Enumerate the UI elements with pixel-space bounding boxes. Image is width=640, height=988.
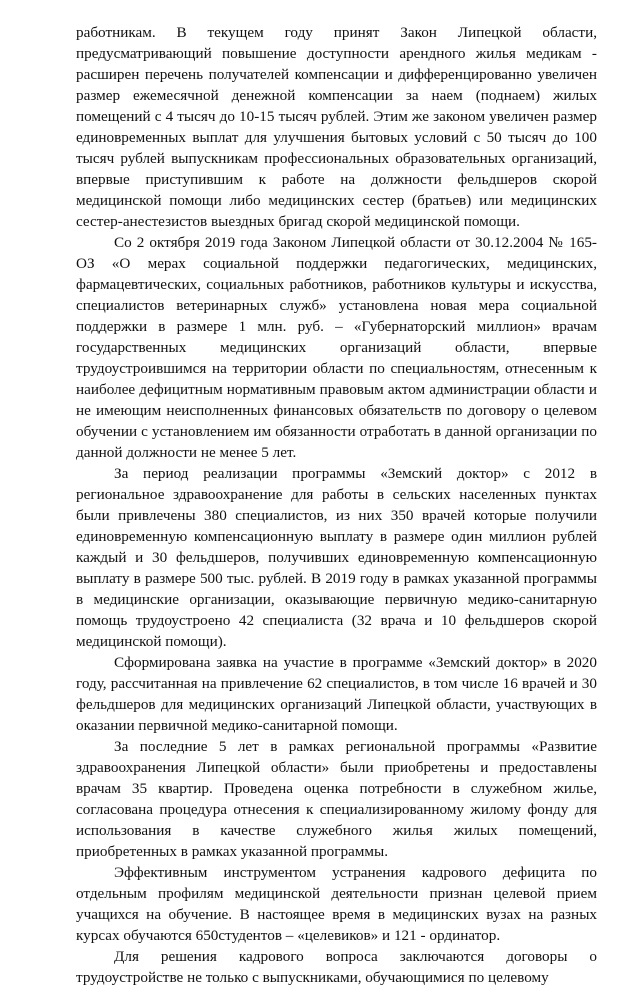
document-page — [76, 22, 597, 988]
paragraph-targeted-admission: Эффективным инструментом устранения кадрового дефицита по отдельным профилям медицинской деятельности признан целевой прием учащихся на обучение. В настоящее время в медицинских вузах на разных курсах обучаются 650студентов – «целевиков» и 121 - ординатор. — [76, 864, 597, 944]
paragraph-zemsky-doctor-results: За период реализации программы «Земский доктор» с 2012 в региональное здравоохранение для работы в сельских населенных пунктах были привлечены 380 специалистов, из них 350 врачей которые получили единовременную компенсационную выплату в размере один миллион рублей каждый и 30 фельдшеров, получивших единовременную компенсационную выплату в размере 500 тыс. рублей. В 2019 году в рамках указанной программы в медицинские организации, оказывающие первичную медико-санитарную помощь трудоустроено 42 специалиста (32 врача и 10 фельдшеров скорой медицинской помощи). — [76, 465, 597, 650]
paragraph-governor-million: Со 2 октября 2019 года Законом Липецкой области от 30.12.2004 № 165-ОЗ «О мерах социальной поддержки педагогических, медицинских, фармацевтических, социальных работников, работников культуры и искусства, специалистов ветеринарных служб» установлена новая мера социальной поддержки в размере 1 млн. руб. – «Губернаторский миллион» врачам государственных медицинских организаций области, впервые трудоустроившимся на территории области по специальностям, отнесенным к наиболее дефицитным нормативным правовым актом администрации области и не имеющим неисполненных финансовых обязательств по договору о целевом обучении с установлением им обязанности отработать в данной организации по данной должности не менее 5 лет. — [76, 234, 597, 461]
paragraph-zemsky-doctor-2020: Сформирована заявка на участие в программе «Земский доктор» в 2020 году, рассчитанная на привлечение 62 специалистов, в том числе 16 врачей и 30 фельдшеров для медицинских организаций Липецкой области, участвующих в оказании первичной медико-санитарной помощи. — [76, 654, 597, 734]
paragraph-housing-law: работникам. В текущем году принят Закон Липецкой области, предусматривающий повышение доступности арендного жилья медикам - расширен перечень получателей компенсации и дифференцированно увеличен размер ежемесячной денежной компенсации за наем (поднаем) жилых помещений с 4 тысяч до 10-15 тысяч рублей. Этим же законом увеличен размер единовременных выплат для улучшения бытовых условий с 50 тысяч до 100 тысяч рублей выпускникам профессиональных образовательных организаций, впервые приступившим к работе на должности фельдшеров скорой медицинской помощи либо медицинских сестер (братьев) или медицинских сестер-анестезистов выездных бригад скорой медицинской помощи. — [76, 24, 597, 230]
paragraph-employment-contracts: Для решения кадрового вопроса заключаются договоры о трудоустройстве не только с выпускниками, обучающимися по целевому — [76, 948, 597, 986]
paragraph-apartments: За последние 5 лет в рамках региональной программы «Развитие здравоохранения Липецкой области» были приобретены и предоставлены врачам 35 квартир. Проведена оценка потребности в служебном жилье, согласована процедура отнесения к специализированному жилому фонду для использования в качестве служебного жилья жилых помещений, приобретенных в рамках указанной программы. — [76, 738, 597, 860]
